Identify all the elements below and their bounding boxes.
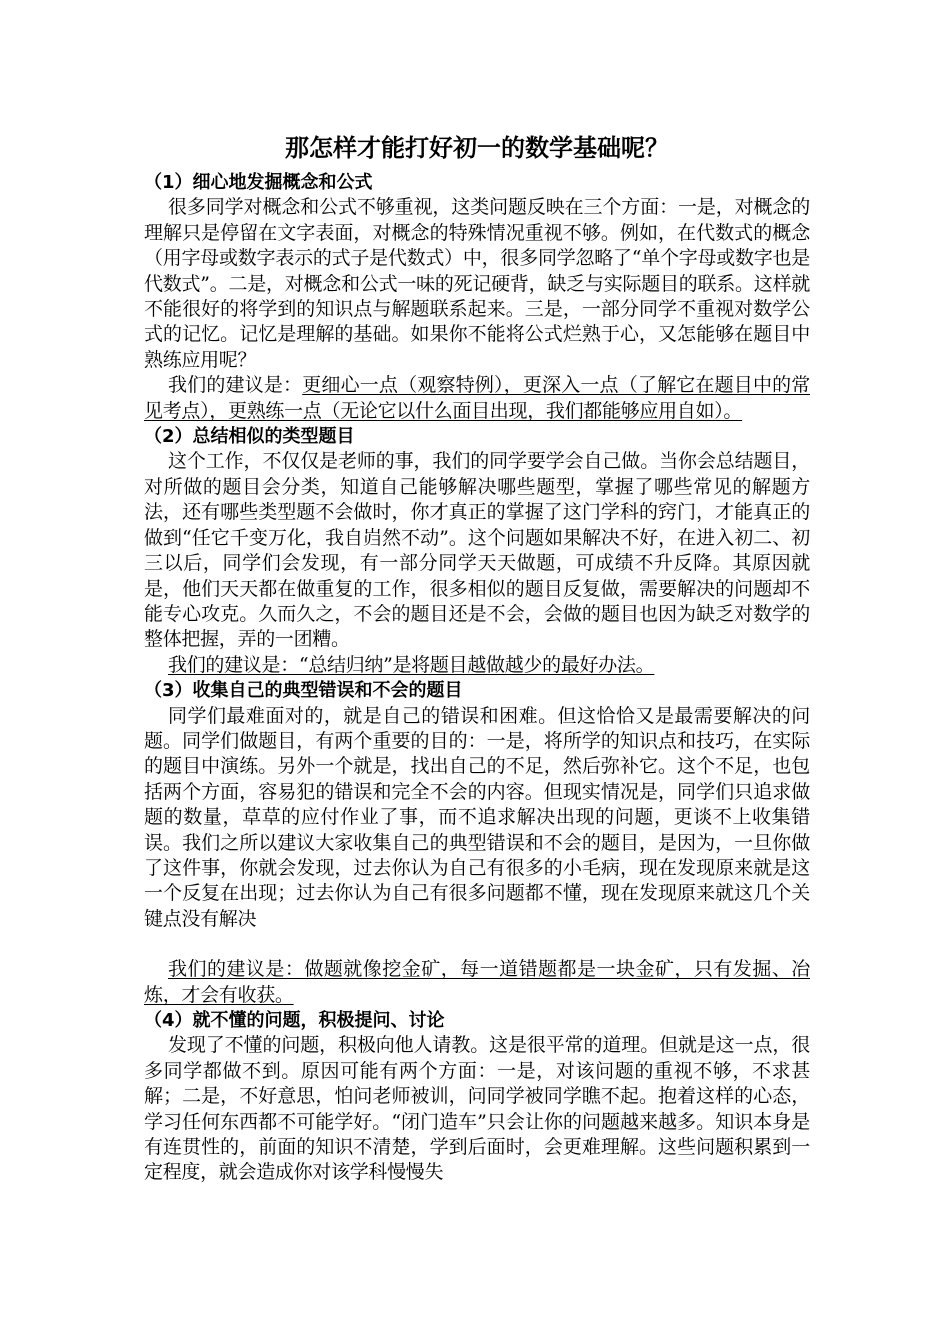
section-advice-2 (144, 653, 810, 678)
advice-text: 我们的建议是：做题就像挖金矿，每一道错题都是一块金矿，只有发掘、冶炼，才会有收获。 (144, 958, 810, 1006)
advice-prefix: 我们的建议是： (168, 374, 303, 397)
section-body-2: 这个工作，不仅仅是老师的事，我们的同学要学会自己做。当你会总结题目，对所做的题目会分类，知道自己能够解决哪些题型，掌握了哪些常见的解题方法，还有哪些类型题不会做时，你才真正的掌握了这门学科的窍门，才能真正的做到“任它千变万化，我自岿然不动”。这个问题如果解决不好，在进入初二、初三以后，同学们会发现，有一部分同学天天做题，可成绩不升反降。其原因就是，他们天天都在做重复的工作，很多相似的题目反复做，需要解决的问题却不能专心攻克。久而久之，不会的题目还是不会，会做的题目也因为缺乏对数学的整体把握，弄的一团糟。 (144, 450, 810, 651)
section-advice-3 (144, 957, 810, 1008)
document-title: 那怎样才能打好初一的数学基础呢？ (285, 134, 669, 162)
document-page (144, 128, 810, 1186)
section-heading-2: （2）总结相似的类型题目 (144, 426, 355, 448)
section-heading-3: （3）收集自己的典型错误和不会的题目 (144, 680, 463, 702)
section-heading-1: （1）细心地发掘概念和公式 (144, 172, 373, 193)
section-body-3: 同学们最难面对的，就是自己的错误和困难。但这恰恰又是最需要解决的问题。同学们做题目，有两个重要的目的：一是，将所学的知识点和技巧，在实际的题目中演练。另外一个就是，找出自己的不足，然后弥补它。这个不足，也包括两个方面，容易犯的错误和完全不会的内容。但现实情况是，同学们只追求做题的数量，草草的应付作业了事，而不追求解决出现的问题，更谈不上收集错误。我们之所以建议大家收集自己的典型错误和不会的题目，是因为，一旦你做了这件事，你就会发现，过去你认为自己有很多的小毛病，现在发现原来就是这一个反复在出现；过去你认为自己有很多问题都不懂，现在发现原来就这几个关键点没有解决 (144, 704, 810, 930)
advice-text: 我们的建议是：“总结归纳”是将题目越做越少的最好办法。 (168, 653, 655, 676)
section-advice-1 (144, 373, 810, 424)
advice-text: 更细心一点（观察特例），更深入一点（了解它在题目中的常见考点），更熟练一点（无论它以什么面目出现，我们都能够应用自如）。 (144, 374, 810, 422)
section-heading-4: （4）就不懂的问题，积极提问、讨论 (144, 1010, 445, 1031)
section-body-1: 很多同学对概念和公式不够重视，这类问题反映在三个方面：一是，对概念的理解只是停留在文字表面，对概念的特殊情况重视不够。例如，在代数式的概念（用字母或数字表示的式子是代数式）中，很多同学忽略了“单个字母或数字也是代数式”。二是，对概念和公式一味的死记硬背，缺乏与实际题目的联系。这样就不能很好的将学到的知识点与解题联系起来。三是，一部分同学不重视对数学公式的记忆。记忆是理解的基础。如果你不能将公式烂熟于心，又怎能够在题目中熟练应用呢？ (144, 196, 810, 371)
section-body-4: 发现了不懂的问题，积极向他人请教。这是很平常的道理。但就是这一点，很多同学都做不到。原因可能有两个方面：一是，对该问题的重视不够，不求甚解；二是，不好意思，怕问老师被训，问同学被同学瞧不起。抱着这样的心态，学习任何东西都不可能学好。“闭门造车”只会让你的问题越来越多。知识本身是有连贯性的，前面的知识不清楚，学到后面时，会更难理解。这些问题积累到一定程度，就会造成你对该学科慢慢失 (144, 1034, 810, 1184)
blank-line (144, 932, 810, 957)
